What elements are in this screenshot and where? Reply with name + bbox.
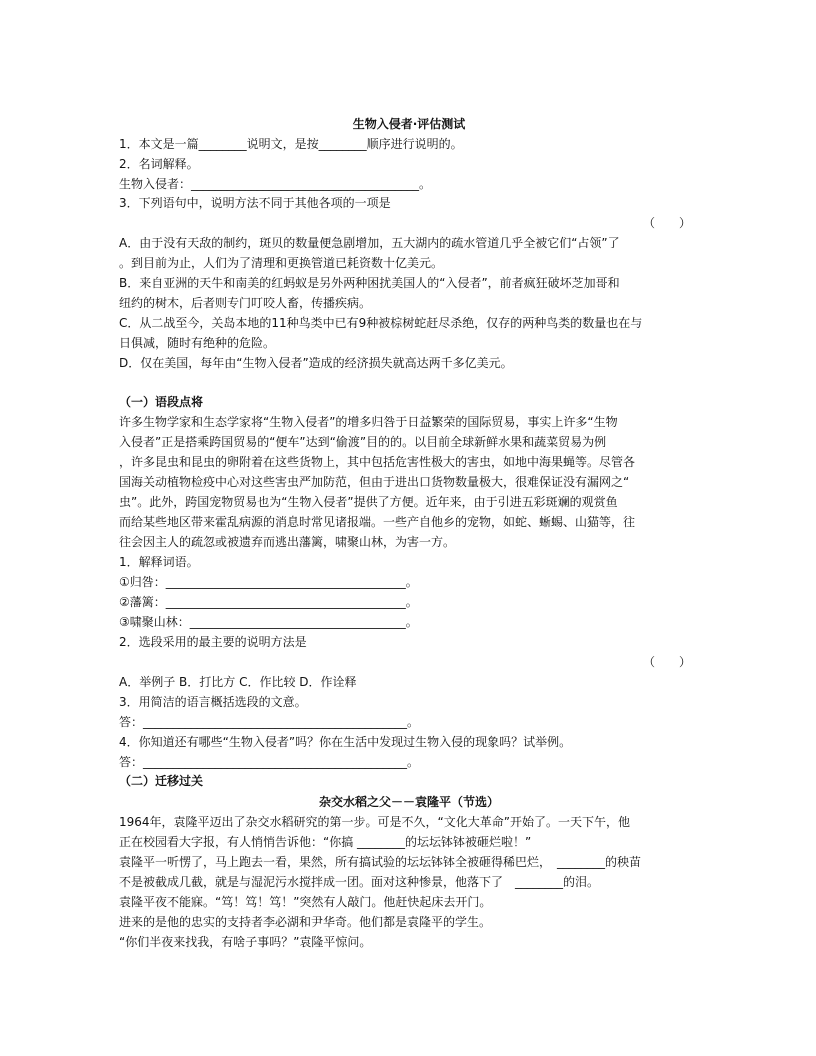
article-line: 袁隆平一听愣了，马上跑去一看，果然，所有搞试验的坛坛钵钵全被砸得稀巴烂， ________的秧苗 xyxy=(119,855,642,869)
sub-question-4: 4．你知道还有哪些“生物入侵者”吗？你在生活中发现过生物入侵的现象吗？试举例。 xyxy=(119,735,572,749)
option-b-line-1: B．来自亚洲的天牛和南美的红蚂蚁是另外两种困扰美国人的“入侵者”，前者疯狂破坏芝加哥和 xyxy=(119,276,620,290)
passage-line: ，许多昆虫和昆虫的卵附着在这些货物上，其中包括危害性极大的害虫，如地中海果蝇等。尽管各 xyxy=(119,455,636,469)
article-line: 进来的是他的忠实的支持者李必湖和尹华奇。他们都是袁隆平的学生。 xyxy=(119,915,492,929)
article-line: “你们半夜来找我，有啥子事吗？”袁隆平惊问。 xyxy=(119,935,372,949)
passage-line: 许多生物学家和生态学家将“生物入侵者”的增多归咎于日益繁荣的国际贸易，事实上许多“生物 xyxy=(119,415,618,429)
passage-line: 国海关动植物检疫中心对这些害虫严加防范，但由于进出口货物数量极大，很难保证没有漏网之“ xyxy=(119,475,630,489)
word-1: ①归咎：________________________________________。 xyxy=(119,575,418,589)
option-b-line-2: 纽约的树木，后者则专门叮咬人畜，传播疾病。 xyxy=(119,296,372,310)
section-heading-1: （一）语段点将 xyxy=(119,395,204,409)
answer-line: 答：____________________________________________。 xyxy=(119,755,420,769)
article-line: 不是被截成几截，就是与湿泥污水搅拌成一团。面对这种惨景，他落下了 ________的泪。 xyxy=(119,875,600,889)
passage-line: 而给某些地区带来霍乱病源的消息时常见诸报端。一些产自他乡的宠物，如蛇、蜥蜴、山猫等，往 xyxy=(119,515,636,529)
question-1: 1．本文是一篇________说明文，是按________顺序进行说明的。 xyxy=(119,137,463,151)
question-2: 2．名词解释。 xyxy=(119,157,199,171)
passage-line: 虫”。此外，跨国宠物贸易也为“生物入侵者”提供了方便。近年来，由于引进五彩斑斓的观赏鱼 xyxy=(119,495,618,509)
sub-question-2: 2．选段采用的最主要的说明方法是 xyxy=(119,635,307,649)
article-line: 袁隆平夜不能寐。“笃！笃！笃！”突然有人敲门。他赶快起床去开门。 xyxy=(119,895,492,909)
sub-question-1: 1．解释词语。 xyxy=(119,555,199,569)
passage-line: 入侵者”正是搭乘跨国贸易的“便车”达到“偷渡”目的的。以目前全球新鲜水果和蔬菜贸易为例 xyxy=(119,435,607,449)
option-a-line-2: 。到目前为止，人们为了清理和更换管道已耗资数十亿美元。 xyxy=(119,256,444,270)
option-a-line-1: A．由于没有天敌的制约，斑贝的数量便急剧增加，五大湖内的疏水管道几乎全被它们“占领”了 xyxy=(119,236,620,250)
answer-line: 答：____________________________________________。 xyxy=(119,715,420,729)
article-title: 杂交水稻之父－－袁隆平（节选） xyxy=(318,795,499,809)
option-d: D．仅在美国，每年由“生物入侵者”造成的经济损失就高达两千多亿美元。 xyxy=(119,356,513,370)
word-3: ③啸聚山林：____________________________________。 xyxy=(119,615,418,629)
option-c-line-1: C．从二战至今，关岛本地的11种鸟类中已有9种被棕树蛇赶尽杀绝，仅存的两种鸟类的数量也在与 xyxy=(119,316,643,330)
page-title: 生物入侵者·评估测试 xyxy=(352,117,466,131)
option-c-line-2: 日俱减，随时有绝种的危险。 xyxy=(119,336,276,350)
article-line: 1964年，袁隆平迈出了杂交水稻研究的第一步。可是不久，“文化大革命”开始了。一天下午，他 xyxy=(119,815,630,829)
question-3: 3．下列语句中，说明方法不同于其他各项的一项是 xyxy=(119,196,391,210)
question-2-answer: 生物入侵者：______________________________________。 xyxy=(119,177,432,191)
answer-bracket: （ ） xyxy=(642,216,691,230)
sub-question-2-options: A．举例子 B．打比方 C．作比较 D．作诠释 xyxy=(119,675,357,689)
word-2: ②藩篱：________________________________________。 xyxy=(119,595,418,609)
section-heading-2: （二）迁移过关 xyxy=(119,774,204,788)
answer-bracket: （ ） xyxy=(642,655,691,669)
article-line: 正在校园看大字报，有人悄悄告诉他：“你搞 ________的坛坛钵钵被砸烂啦！” xyxy=(119,835,532,849)
sub-question-3: 3．用简洁的语言概括选段的文意。 xyxy=(119,695,307,709)
passage-line: 往会因主人的疏忽或被遗弃而逃出藩篱，啸聚山林，为害一方。 xyxy=(119,535,456,549)
